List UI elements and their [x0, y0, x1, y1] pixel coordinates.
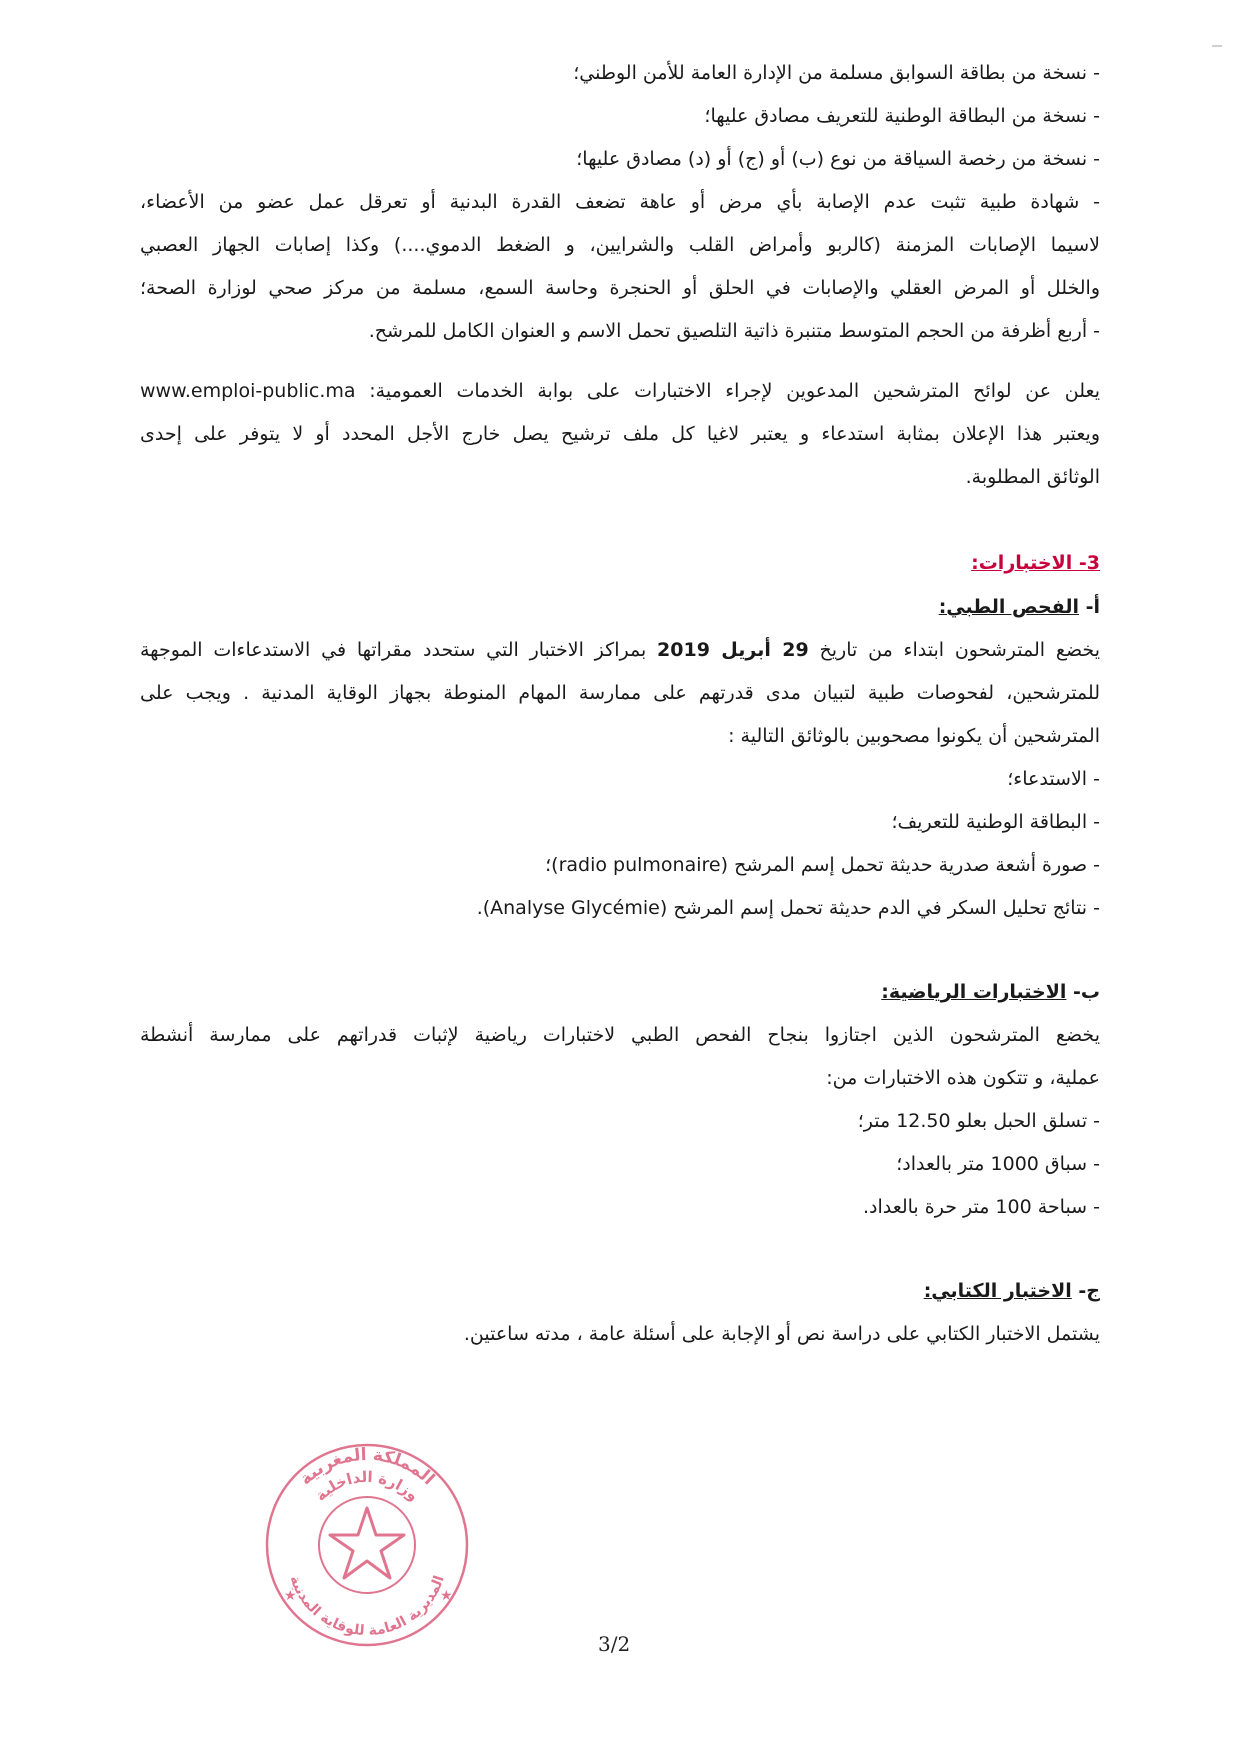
section-title-text: 3- الاختبارات: [971, 552, 1100, 574]
sports-item-rope: - تسلق الحبل بعلو 12.50 متر؛ [857, 1110, 1100, 1132]
stamp-inner-text: المديرية العامة للوقاية المدنية [286, 1573, 448, 1640]
medical-item-glycemia [140, 893, 1100, 923]
written-heading [140, 1276, 1100, 1306]
glycemia-latin: (Analyse Glycémie) [482, 897, 668, 919]
announcement-text: يعلن عن لوائح المترشحين المدعوين لإجراء الاختبارات على بوابة الخدمات العمومية: [369, 380, 1100, 402]
medical-heading-prefix: أ- [1078, 596, 1100, 618]
announcement-line1 [140, 376, 1100, 406]
list-item-driving-license: - نسخة من رخصة السياقة من نوع (ب) أو (ج) أو (د) مصادق عليها؛ [576, 148, 1100, 170]
sports-item-swim: - سباحة 100 متر حرة بالعداد. [862, 1196, 1100, 1218]
medical-date: 29 أبريل 2019 [657, 639, 809, 661]
written-paragraph: يشتمل الاختبار الكتابي على دراسة نص أو الإجابة على أسئلة عامة ، مدته ساعتين. [463, 1323, 1100, 1345]
medical-p1-end: بمراكز الاختبار التي ستحدد مقراتها في الاستدعاءات الموجهة [140, 639, 647, 661]
medical-item-xray [140, 850, 1100, 880]
sports-item-run: - سباق 1000 متر بالعداد؛ [896, 1153, 1100, 1175]
written-heading-prefix: ج- [1071, 1280, 1100, 1302]
stamp-star-left-icon: ★ [284, 1588, 297, 1604]
written-heading-text: الاختبار الكتابي: [923, 1280, 1072, 1302]
xray-end: ؛ [545, 854, 552, 876]
medical-heading-text: الفحص الطبي: [938, 596, 1079, 618]
official-stamp [262, 1440, 472, 1650]
sports-heading [140, 977, 1100, 1007]
sports-heading-prefix: ب- [1066, 981, 1100, 1003]
star-emblem-icon [330, 1508, 404, 1578]
sports-paragraph-line2: عملية، و تتكون هذه الاختبارات من: [826, 1067, 1100, 1089]
xray-latin: (radio pulmonaire) [551, 854, 729, 876]
medical-paragraph-line2: للمترشحين، لفحوصات طبية لتبيان مدى قدرتهم على ممارسة المهام المنوطة بجهاز الوقاية المدنية . ويجب على [140, 682, 1100, 704]
section-title [140, 548, 1100, 578]
portal-url: www.emploi-public.ma [140, 380, 356, 402]
list-item-medical-cert-line3: والخلل أو المرض العقلي والإصابات في الحلق أو الحنجرة وحاسة السمع، مسلمة من مركز صحي لوزارة الصحة؛ [140, 277, 1100, 299]
glycemia-end: . [476, 897, 483, 919]
list-item-envelopes: - أربع أظرفة من الحجم المتوسط متنبرة ذاتية التلصيق تحمل الاسم و العنوان الكامل للمرشح. [368, 320, 1100, 342]
sports-heading-text: الاختبارات الرياضية: [881, 981, 1067, 1003]
medical-item-convocation: - الاستدعاء؛ [1007, 768, 1100, 790]
medical-item-national-id: - البطاقة الوطنية للتعريف؛ [891, 811, 1100, 833]
list-item-medical-cert-line1: - شهادة طبية تثبت عدم الإصابة بأي مرض أو عاهة تضعف القدرة البدنية أو تعرقل عمل عضو من الأعضاء، [140, 191, 1100, 213]
sports-paragraph-line1: يخضع المترشحون الذين اجتازوا بنجاح الفحص الطبي لاختبارات رياضية لإثبات قدراتهم على ممارسة أنشطة [140, 1024, 1100, 1046]
stamp-outer-text: المملكة المغربية [295, 1444, 439, 1490]
scan-mark [1212, 45, 1222, 47]
medical-p1-start: يخضع المترشحون ابتداء من تاريخ [819, 639, 1100, 661]
stamp-star-right-icon: ★ [440, 1588, 453, 1604]
announcement-line3: الوثائق المطلوبة. [965, 466, 1100, 488]
medical-paragraph-line3: المترشحين أن يكونوا مصحوبين بالوثائق التالية : [728, 725, 1100, 747]
medical-paragraph-line1 [140, 635, 1100, 665]
medical-heading [140, 592, 1100, 622]
list-item-criminal-record: - نسخة من بطاقة السوابق مسلمة من الإدارة العامة للأمن الوطني؛ [573, 62, 1100, 84]
glycemia-text: - نتائج تحليل السكر في الدم حديثة تحمل إسم المرشح [673, 897, 1100, 919]
page-number: 3/2 [598, 1632, 631, 1656]
xray-text: - صورة أشعة صدرية حديثة تحمل إسم المرشح [734, 854, 1100, 876]
list-item-national-id: - نسخة من البطاقة الوطنية للتعريف مصادق عليها؛ [704, 105, 1100, 127]
list-item-medical-cert-line2: لاسيما الإصابات المزمنة (كالربو وأمراض القلب والشرايين، و الضغط الدموي....) وكذا إصابات الجهاز العصبي [140, 234, 1100, 256]
stamp-middle-text: وزارة الداخلية [311, 1467, 423, 1505]
announcement-line2: ويعتبر هذا الإعلان بمثابة استدعاء و يعتبر لاغيا كل ملف ترشيح يصل خارج الأجل المحدد أو لا يتوفر على إحدى [140, 423, 1100, 445]
